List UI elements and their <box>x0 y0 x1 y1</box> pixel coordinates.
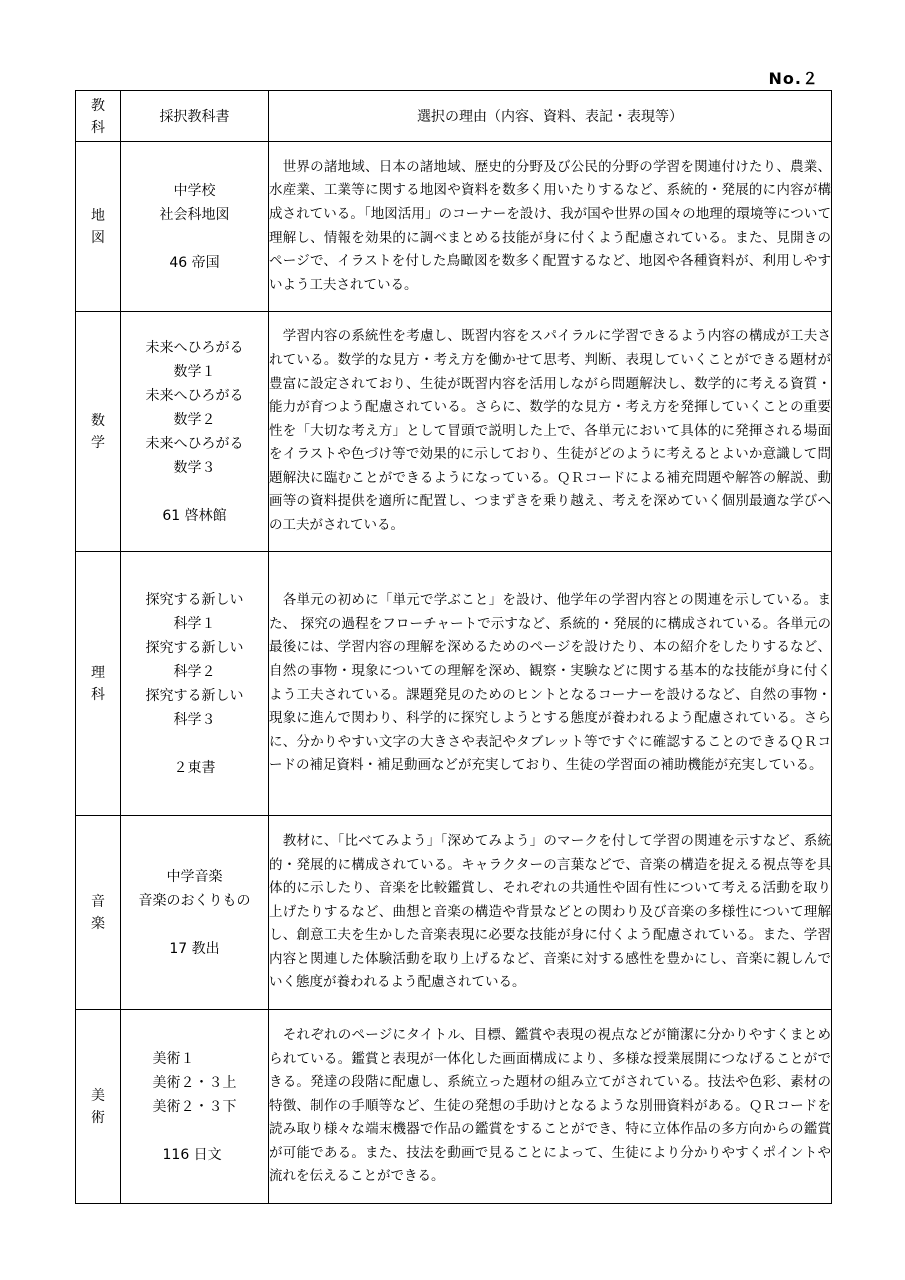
subject-label: 美術 <box>91 1087 105 1126</box>
textbook-cell <box>121 142 269 312</box>
textbook-cell <box>121 552 269 816</box>
textbook-line: 探究する新しい <box>145 591 244 608</box>
textbook-cell <box>121 312 269 552</box>
subject-label: 音楽 <box>91 893 105 932</box>
publisher-label: 17 教出 <box>169 940 220 957</box>
textbook-line: 科学１ <box>173 615 216 632</box>
page-number: No.２ <box>768 69 819 88</box>
subject-label: 理科 <box>91 664 105 703</box>
textbook-line: 探究する新しい <box>145 687 244 704</box>
textbook-line: 美術２・３上 <box>152 1074 237 1091</box>
textbook-gap <box>121 227 268 251</box>
textbook-gap <box>121 913 268 937</box>
textbook-line: 未来へひろがる <box>145 387 244 404</box>
textbook-gap <box>121 732 268 756</box>
textbook-line: 数学２ <box>173 411 216 428</box>
subject-label: 数学 <box>91 412 105 451</box>
reason-cell: 教材に、「比べてみよう」「深めてみよう」のマークを付して学習の関連を示すなど、系統的・発展的に構成されている。キャラクターの言葉などで、音楽の構造を捉える視点等を具体的に示したり、音楽を比較鑑賞し、それぞれの共通性や固有性について考える活動を取り上げたりするなど、曲想と音楽の構造や背景などとの関わり及び音楽の多様性について理解し、創意工夫を生かした音楽表現に必要な技能が身に付くよう配慮されている。また、学習内容と関連した体験活動を取り上げるなど、音楽に対する感性を豊かにし、音楽に親しんでいく態度が養われるよう配慮されている。 <box>269 816 832 1010</box>
textbook-line: 中学音楽 <box>166 868 223 885</box>
textbook-line: 科学２ <box>173 663 216 680</box>
subject-cell <box>76 1010 121 1204</box>
textbook-line: 探究する新しい <box>145 639 244 656</box>
textbook-cell <box>121 816 269 1010</box>
table-row <box>76 552 832 816</box>
publisher-label: 116 日文 <box>162 1146 222 1163</box>
subject-cell <box>76 552 121 816</box>
header-subject-label: 教科 <box>91 98 105 136</box>
textbook-gap <box>153 1119 237 1143</box>
publisher-label: ２東書 <box>173 759 216 776</box>
table-row <box>76 816 832 1010</box>
textbook-line: 数学３ <box>173 459 216 476</box>
table-header-row <box>76 91 832 142</box>
subject-cell <box>76 816 121 1010</box>
textbook-selection-table <box>75 90 832 1204</box>
subject-cell <box>76 142 121 312</box>
header-reason: 選択の理由（内容、資料、表記・表現等） <box>269 91 832 142</box>
textbook-line: 美術１ <box>152 1050 195 1067</box>
subject-cell <box>76 312 121 552</box>
reason-cell: それぞれのページにタイトル、目標、鑑賞や表現の視点などが簡潔に分かりやすくまとめられている。鑑賞と表現が一体化した画面構成により、多様な授業展開につなげることができる。発達の段階に配慮し、系統立った題材の組み立てがされている。技法や色彩、素材の特徴、制作の手順等など、生徒の発想の手助けとなるような別冊資料がある。ＱＲコードを読み取り様々な端末機器で作品の鑑賞をすることができ、特に立体作品の多方向からの鑑賞が可能である。また、技法を動画で見ることによって、生徒により分かりやすくポイントや流れを伝えることができる。 <box>269 1010 832 1204</box>
textbook-line: 未来へひろがる <box>145 435 244 452</box>
reason-cell: 各単元の初めに「単元で学ぶこと」を設け、他学年の学習内容との関連を示している。また、 探究の過程をフローチャートで示すなど、系統的・発展的に構成されている。各単元の最後には、学習内容の理解を深めるためのページを設けたり、本の紹介をしたりするなど、自然の事物・現象についての理解を深め、観察・実験などに関する基本的な技能が身に付くよう工夫されている。課題発見のためのヒントとなるコーナーを設けるなど、自然の事物・現象に進んで関わり、科学的に探究しようとする態度が養われるよう配慮されている。さらに、分かりやすい文字の大きさや表記やタブレット等ですぐに確認することのできるＱＲコードの補足資料・補足動画などが充実しており、生徒の学習面の補助機能が充実している。 <box>269 552 832 816</box>
publisher-label: 46 帝国 <box>169 254 220 271</box>
reason-cell: 世界の諸地域、日本の諸地域、歴史的分野及び公民的分野の学習を関連付けたり、農業、水産業、工業等に関する地図や資料を数多く用いたりするなど、系統的・発展的に内容が構成されている。「地図活用」のコーナーを設け、我が国や世界の国々の地理的環境等について理解し、情報を効果的に調べまとめる技能が身に付くよう配慮されている。また、見開きのページで、イラストを付した鳥瞰図を数多く配置するなど、地図や各種資料が、利用しやすいよう工夫されている。 <box>269 142 832 312</box>
header-textbook: 採択教科書 <box>121 91 269 142</box>
textbook-line: 音楽のおくりもの <box>138 892 251 909</box>
table-row <box>76 142 832 312</box>
textbook-line: 社会科地図 <box>159 206 230 223</box>
textbook-line: 数学１ <box>173 363 216 380</box>
textbook-line: 科学３ <box>173 711 216 728</box>
header-subject <box>76 91 121 142</box>
reason-cell: 学習内容の系統性を考慮し、既習内容をスパイラルに学習できるよう内容の構成が工夫されている。数学的な見方・考え方を働かせて思考、判断、表現していくことができる題材が豊富に設定されており、生徒が既習内容を活用しながら問題解決し、数学的に考える資質・能力が育つよう配慮されている。さらに、数学的な見方・考え方を発揮していくことの重要性を「大切な考え方」として冒頭で説明した上で、各単元において具体的に発揮される場面をイラストや色づけ等で効果的に示しており、生徒がどのように考えるとよいか意識して問題解決に臨むことができるようになっている。ＱＲコードによる補充問題や解答の解説、動画等の資料提供を適所に配置し、つまずきを乗り越え、考えを深めていく個別最適な学びへの工夫がされている。 <box>269 312 832 552</box>
textbook-gap <box>121 480 268 504</box>
textbook-line: 美術２・３下 <box>152 1098 237 1115</box>
textbook-line: 中学校 <box>173 182 216 199</box>
subject-label: 地図 <box>91 207 105 246</box>
textbook-cell <box>121 1010 269 1204</box>
publisher-label: 61 啓林館 <box>162 507 227 524</box>
table-row <box>76 1010 832 1204</box>
table-row <box>76 312 832 552</box>
textbook-line: 未来へひろがる <box>145 339 244 356</box>
